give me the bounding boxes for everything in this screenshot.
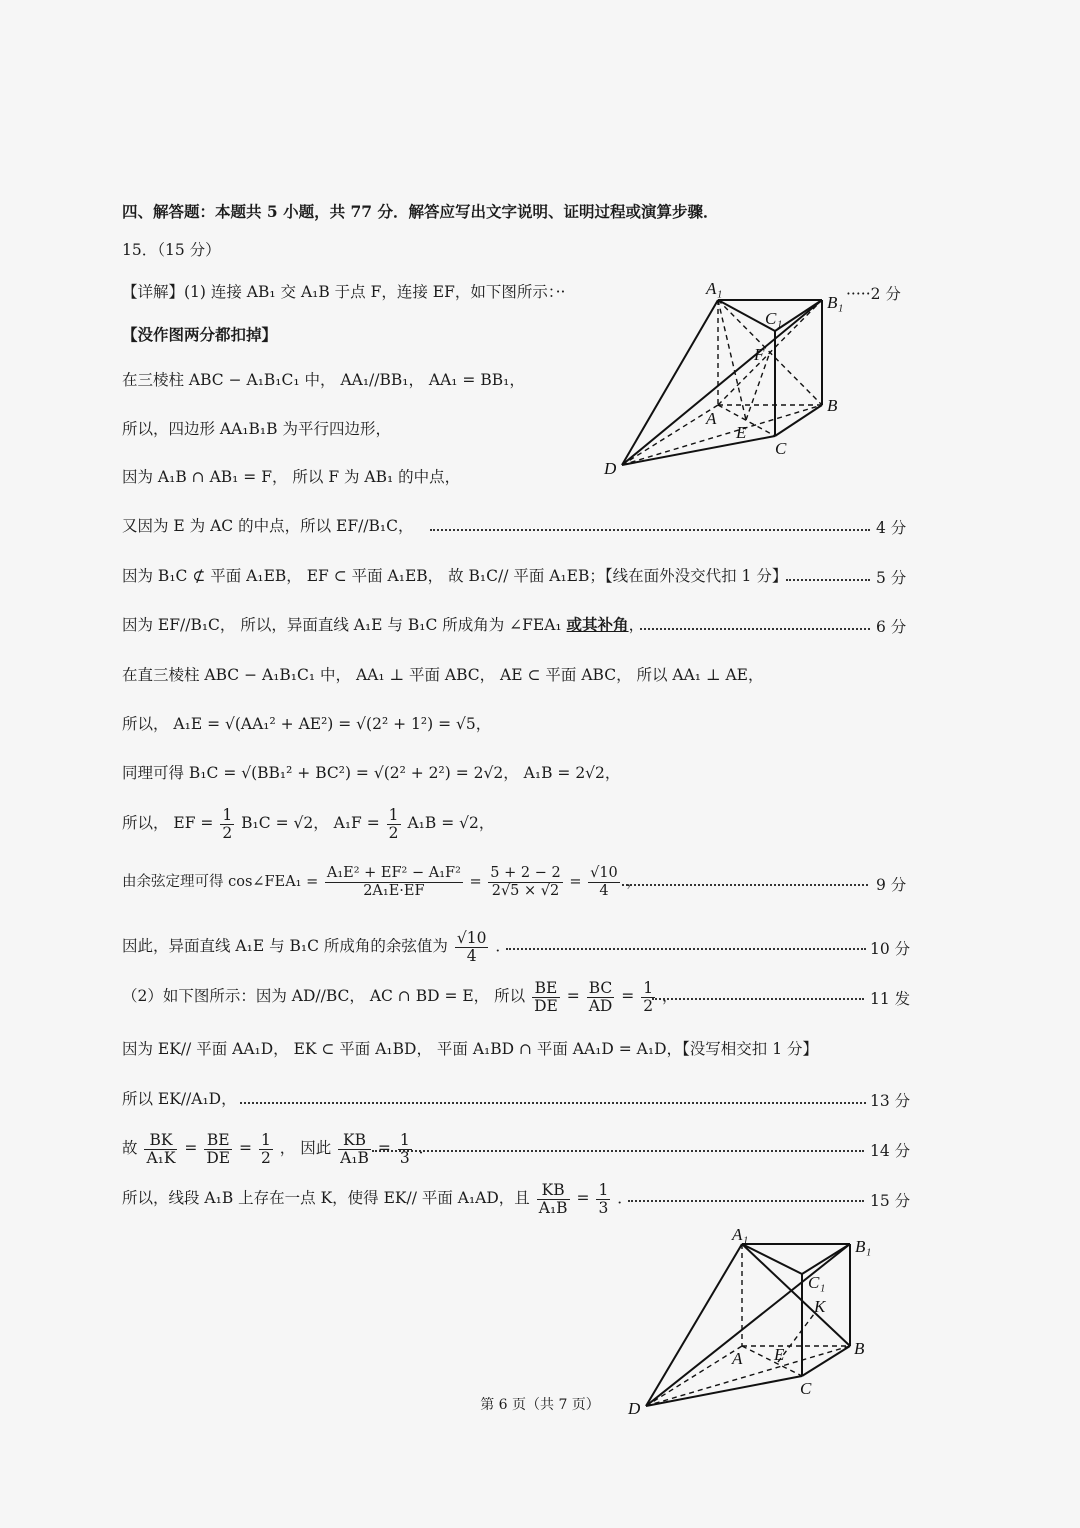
- denominator: 3: [598, 1198, 609, 1217]
- text: =: [576, 1189, 590, 1207]
- text: =: [566, 987, 580, 1005]
- label-e: E: [774, 1345, 785, 1364]
- denominator: 2√5 × √2: [491, 882, 560, 899]
- solution-line-17: 所以 EK//A₁D，: [122, 1090, 237, 1108]
- fraction: [387, 807, 401, 842]
- solution-line-13: [122, 862, 641, 902]
- solution-line-1: 【详解】(1) 连接 AB₁ 交 A₁B 于点 F，连接 EF，如下图所示：··: [122, 283, 566, 301]
- numerator: BE: [204, 1132, 232, 1150]
- emphasis-text: 或其补角: [566, 615, 629, 634]
- numerator: 1: [643, 978, 654, 997]
- text: ，: [628, 616, 645, 634]
- label-k: K: [814, 1297, 826, 1316]
- label-d: D: [628, 1399, 641, 1418]
- solution-note-1: 【没作图两分都扣掉】: [122, 325, 278, 344]
- text: =: [184, 1139, 198, 1157]
- solution-line-10: 所以， A₁E = √(AA₁² + AE²) = √(2² + 1²) = √5，: [122, 715, 492, 733]
- edge-cb: [802, 1346, 850, 1376]
- denominator: 2A₁E·EF: [363, 882, 425, 899]
- label-a: A: [706, 409, 717, 428]
- numerator: A₁E² + EF² − A₁F²: [326, 864, 461, 881]
- text: （2）如下图所示：因为 AD//BC， AC ∩ BD = E， 所以: [122, 987, 526, 1005]
- denominator: DE: [206, 1148, 231, 1167]
- leader-dots: [640, 626, 870, 630]
- numerator: KB: [537, 1182, 570, 1200]
- fraction: [596, 1182, 610, 1217]
- text: ， 因此: [279, 1139, 332, 1157]
- hidden-edge-ac: [742, 1346, 802, 1376]
- numerator: 1: [598, 1180, 609, 1199]
- denominator: A₁B: [538, 1198, 568, 1217]
- numerator: √10: [456, 928, 487, 947]
- label-c1: C₁: [808, 1273, 826, 1292]
- denominator: 2: [260, 1148, 271, 1167]
- fraction: [220, 807, 234, 842]
- text: =: [239, 1139, 253, 1157]
- label-b1: B₁: [827, 293, 844, 312]
- text: 因此，异面直线 A₁E 与 B₁C 所成角的余弦值为: [122, 937, 448, 955]
- score-9: 9 分: [876, 876, 907, 894]
- fraction: [488, 865, 562, 900]
- page-footer: 第 6 页（共 7 页）: [480, 1397, 600, 1413]
- leader-dots: [652, 996, 864, 1000]
- solution-line-5: 因为 A₁B ∩ AB₁ = F， 所以 F 为 AB₁ 的中点，: [122, 468, 461, 486]
- denominator: 2: [643, 996, 654, 1015]
- label-a: A: [732, 1349, 743, 1368]
- fraction: [587, 980, 615, 1015]
- fraction: [325, 865, 463, 900]
- hidden-edge-ac: [718, 405, 775, 436]
- edge-db1: [622, 300, 822, 465]
- numerator: 1: [260, 1130, 271, 1149]
- text: A₁B = √2，: [407, 814, 495, 832]
- score-2: ·····2 分: [846, 285, 901, 303]
- text: ，: [662, 987, 678, 1005]
- score-15: 15 分: [870, 1192, 911, 1210]
- numerator: 1: [222, 805, 233, 824]
- solution-line-12: [122, 805, 494, 842]
- numerator: KB: [338, 1132, 371, 1150]
- label-b: B: [854, 1339, 865, 1358]
- denominator: A₁K: [146, 1148, 176, 1167]
- leader-dots: [622, 882, 868, 886]
- fraction: [204, 1132, 232, 1167]
- solution-line-19: [122, 1178, 633, 1218]
- section-heading: 四、解答题：本题共 5 小题，共 77 分．解答应写出文字说明、证明过程或演算步骤．: [122, 202, 719, 221]
- text: 所以，线段 A₁B 上存在一点 K，使得 EK// 平面 A₁AD，且: [122, 1189, 530, 1207]
- score-13: 13 分: [870, 1092, 911, 1110]
- denominator: 3: [399, 1148, 410, 1167]
- label-d: D: [604, 459, 617, 478]
- label-e: E: [736, 423, 747, 442]
- text: ．: [617, 1189, 633, 1207]
- leader-dots: [786, 577, 870, 581]
- label-a1: A₁: [706, 279, 723, 298]
- leader-dots: [628, 1198, 864, 1202]
- label-b1: B₁: [855, 1237, 872, 1256]
- label-c: C: [800, 1379, 812, 1398]
- score-11: 11 发: [870, 990, 911, 1008]
- text: ．: [495, 937, 511, 955]
- score-5: 5 分: [876, 569, 907, 587]
- numerator: BE: [532, 980, 560, 998]
- hidden-edge-a1e: [718, 300, 746, 420]
- fraction: [537, 1182, 570, 1217]
- label-c1: C₁: [765, 309, 783, 328]
- numerator: BC: [587, 980, 615, 998]
- numerator: √10: [590, 864, 618, 881]
- text: ．: [418, 1139, 435, 1157]
- text: 因为 EF//B₁C， 所以，异面直线 A₁E 与 B₁C 所成角为 ∠FEA₁: [122, 616, 567, 634]
- denominator: A₁B: [340, 1148, 369, 1167]
- denominator: 4: [599, 882, 609, 899]
- denominator: 2: [388, 823, 399, 842]
- prism-figure-2: [622, 1222, 882, 1418]
- text: 由余弦定理可得 cos∠FEA₁ =: [122, 874, 319, 890]
- numerator: 5 + 2 − 2: [490, 864, 561, 881]
- solution-line-15: [122, 976, 678, 1016]
- fraction: [144, 1132, 177, 1167]
- text: =: [621, 987, 635, 1005]
- score-6: 6 分: [876, 618, 907, 636]
- edge-a1b: [742, 1244, 850, 1346]
- text: 故: [122, 1139, 138, 1157]
- denominator: 4: [466, 946, 477, 965]
- score-14: 14 分: [870, 1142, 911, 1160]
- fraction: [588, 865, 620, 900]
- score-4: 4 分: [876, 519, 907, 537]
- problem-number: 15．（15 分）: [122, 241, 221, 259]
- solution-line-6: 又因为 E 为 AC 的中点，所以 EF//B₁C，: [122, 517, 414, 535]
- solution-line-7: 因为 B₁C ⊄ 平面 A₁EB， EF ⊂ 平面 A₁EB， 故 B₁C// 平面 A₁EB；【线在面外没交代扣 1 分】: [122, 567, 788, 585]
- fraction: [338, 1132, 371, 1167]
- solution-line-9: 在直三棱柱 ABC − A₁B₁C₁ 中， AA₁ ⊥ 平面 ABC， AE ⊂ 平面 ABC， 所以 AA₁ ⊥ AE，: [122, 666, 764, 684]
- solution-line-4: 所以，四边形 AA₁B₁B 为平行四边形，: [122, 420, 391, 438]
- denominator: AD: [588, 996, 613, 1015]
- label-c: C: [775, 439, 787, 458]
- numerator: 1: [388, 805, 399, 824]
- fraction: [532, 980, 560, 1015]
- numerator: BK: [144, 1132, 177, 1150]
- label-f: F: [754, 345, 765, 364]
- numerator: 1: [399, 1130, 410, 1149]
- leader-dots: [506, 946, 866, 950]
- text: ，: [626, 874, 641, 890]
- leader-dots: [372, 1148, 864, 1152]
- solution-line-11: 同理可得 B₁C = √(BB₁² + BC²) = √(2² + 2²) = 2√2， A₁B = 2√2，: [122, 764, 621, 782]
- text: =: [569, 874, 582, 890]
- edge-a1c1: [742, 1244, 802, 1274]
- leader-dots: [240, 1100, 866, 1104]
- label-b: B: [827, 396, 838, 415]
- solution-line-16: 因为 EK// 平面 AA₁D， EK ⊂ 平面 A₁BD， 平面 A₁BD ∩ 平面 AA₁D = A₁D，【没写相交扣 1 分】: [122, 1040, 818, 1058]
- leader-dots: [430, 527, 870, 531]
- solution-line-3: 在三棱柱 ABC − A₁B₁C₁ 中， AA₁//BB₁， AA₁ = BB₁，: [122, 371, 525, 389]
- fraction: [455, 930, 489, 965]
- text: 所以， EF =: [122, 814, 214, 832]
- prism-figure-1: [600, 278, 850, 478]
- solution-line-14: [122, 926, 511, 966]
- solution-line-8: [122, 614, 644, 636]
- denominator: 2: [222, 823, 233, 842]
- denominator: DE: [534, 996, 558, 1015]
- fraction: [259, 1132, 273, 1167]
- edge-db1: [646, 1244, 850, 1406]
- edge-cb: [775, 405, 822, 436]
- text: =: [377, 1139, 391, 1157]
- text: B₁C = √2， A₁F =: [241, 814, 380, 832]
- text: =: [469, 874, 482, 890]
- label-a1: A₁: [732, 1225, 749, 1244]
- score-10: 10 分: [870, 940, 911, 958]
